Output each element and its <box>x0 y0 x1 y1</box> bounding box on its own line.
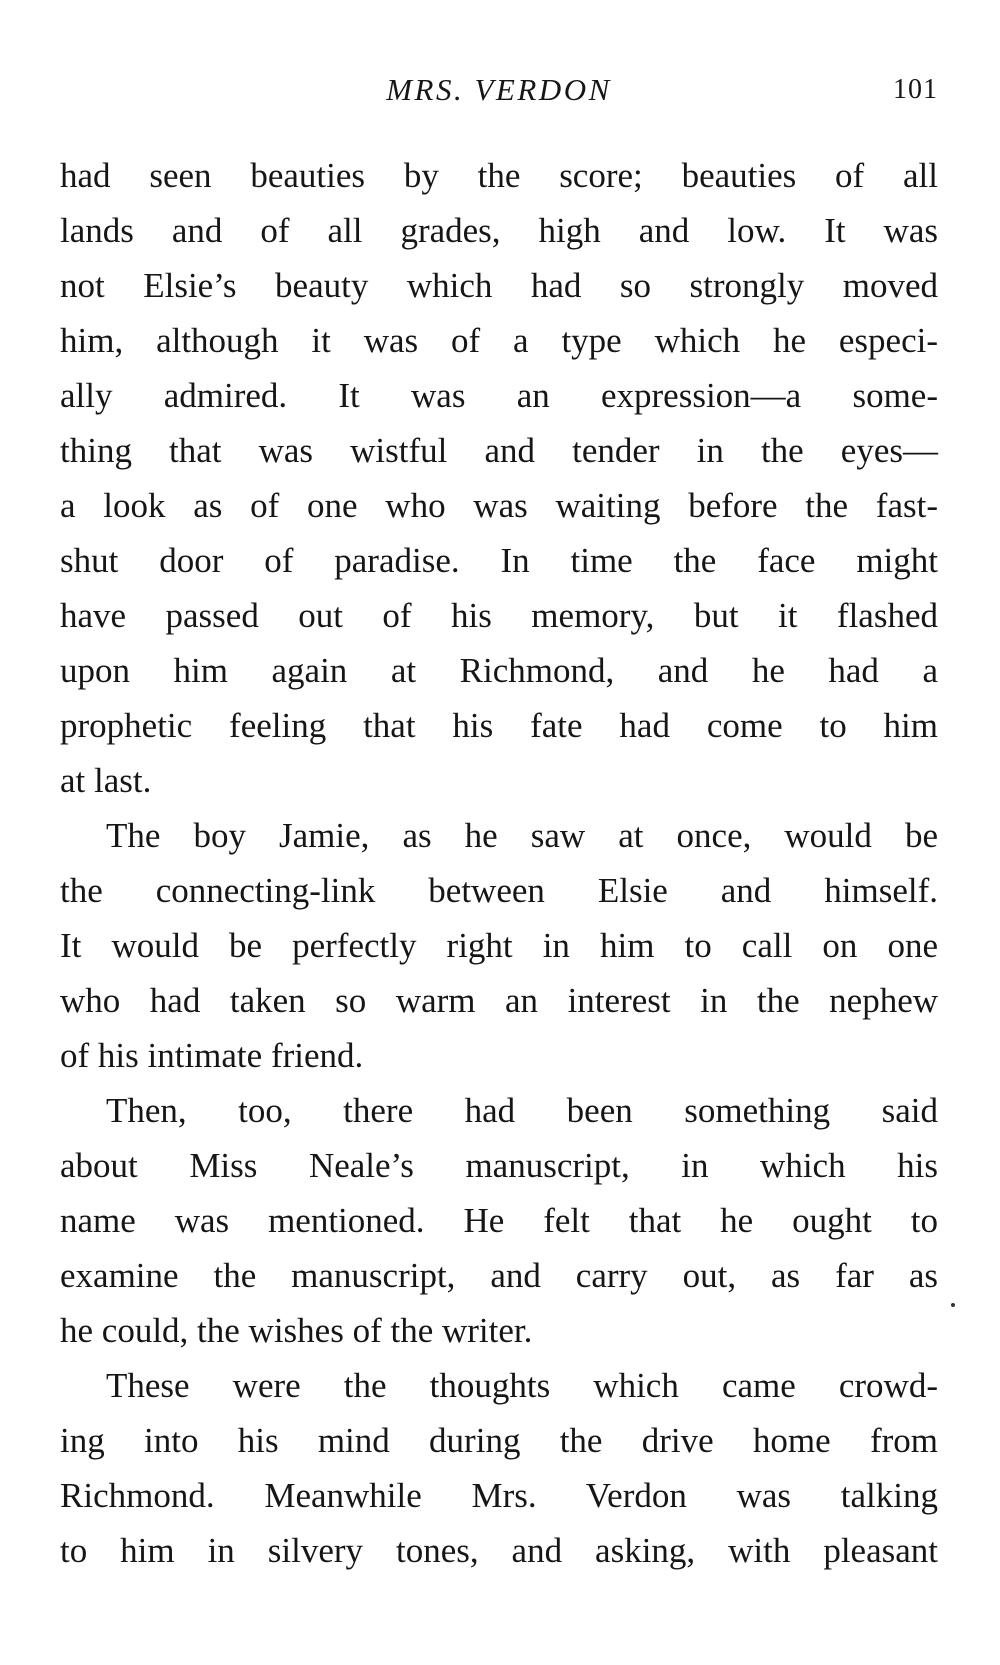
text-line: upon him again at Richmond, and he had a <box>60 651 938 690</box>
text-line: name was mentioned. He felt that he ought to <box>60 1201 938 1240</box>
running-title: MRS. VERDON <box>386 72 612 107</box>
page-number: 101 <box>893 74 938 105</box>
text-line: who had taken so warm an interest in the nephew <box>60 981 938 1020</box>
text-line: lands and of all grades, high and low. It was <box>60 211 938 250</box>
text-line: not Elsie’s beauty which had so strongly moved <box>60 266 938 305</box>
text-line: Richmond. Meanwhile Mrs. Verdon was talking <box>60 1476 938 1515</box>
paragraph-1 <box>60 148 938 808</box>
text-line: of his intimate friend. <box>60 1036 364 1075</box>
text-line: It would be perfectly right in him to call on one <box>60 926 938 965</box>
paragraph-4 <box>60 1358 938 1578</box>
body-text <box>60 148 938 1578</box>
margin-ink-dot <box>951 1303 955 1307</box>
text-line: he could, the wishes of the writer. <box>60 1311 533 1350</box>
text-line: prophetic feeling that his fate had come to him <box>60 706 938 745</box>
text-line: These were the thoughts which came crowd- <box>106 1366 938 1405</box>
text-line: about Miss Neale’s manuscript, in which his <box>60 1146 938 1185</box>
text-line: him, although it was of a type which he especi- <box>60 321 938 360</box>
text-line: The boy Jamie, as he saw at once, would be <box>106 816 938 855</box>
text-line: have passed out of his memory, but it flashed <box>60 596 938 635</box>
text-line: ally admired. It was an expression—a some- <box>60 376 938 415</box>
text-line: to him in silvery tones, and asking, with pleasant <box>60 1531 938 1570</box>
text-line: Then, too, there had been something said <box>106 1091 938 1130</box>
text-line: thing that was wistful and tender in the eyes— <box>60 431 938 470</box>
text-line: ing into his mind during the drive home from <box>60 1421 938 1460</box>
text-line: shut door of paradise. In time the face might <box>60 541 938 580</box>
text-line: examine the manuscript, and carry out, as far as <box>60 1256 938 1295</box>
text-line: at last. <box>60 761 152 800</box>
text-line: the connecting-link between Elsie and himself. <box>60 871 938 910</box>
text-line: a look as of one who was waiting before the fast- <box>60 486 938 525</box>
text-line: had seen beauties by the score; beauties of all <box>60 156 938 195</box>
paragraph-3 <box>60 1083 938 1358</box>
running-head <box>60 64 938 120</box>
paragraph-2 <box>60 808 938 1083</box>
